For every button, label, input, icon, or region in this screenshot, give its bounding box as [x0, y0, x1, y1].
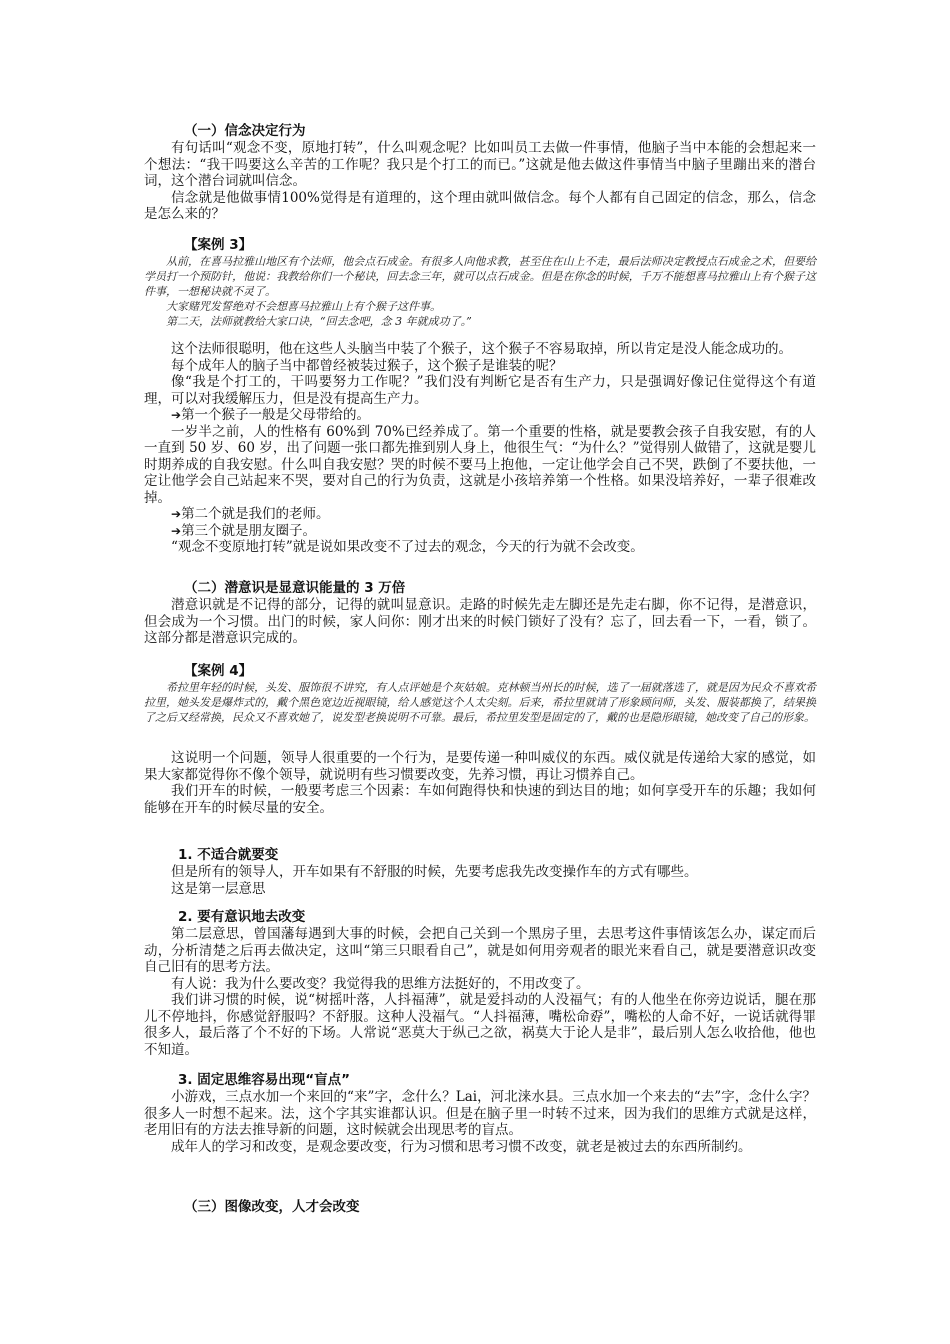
- subsection-3: [144, 1071, 816, 1155]
- paragraph: “观念不变原地打转”就是说如果改变不了过去的观念，今天的行为就不会改变。: [171, 539, 644, 555]
- case-text: 第二天，法师就教给大家口诀，“回去念吧，念 3 年就成功了。”: [166, 315, 472, 328]
- paragraph: 小游戏，三点水加一个来回的“来”字，念什么？Lai，河北涞水县。三点水加一个来去的“去”字，念什么字？很多人一时想不起来。法，这个字其实谁都认识。但是在脑子里一时转不过来，因为我们的思维方式就是这样，老用旧有的方法去推导新的问题，这时候就会出现思考的盲点。: [144, 1089, 816, 1138]
- paragraph: 但是所有的领导人，开车如果有不舒服的时候，先要考虑我先改变操作车的方式有哪些。: [171, 864, 698, 880]
- case-4-box: [144, 662, 816, 725]
- paragraph: 像“我是个打工的，干吗要努力工作呢？”我们没有判断它是否有生产力，只是强调好像记住觉得这个有道理，可以对我缓解压力，但是没有提高生产力。: [144, 374, 816, 407]
- paragraph: 一岁半之前，人的性格有 60%到 70%已经养成了。第一个重要的性格，就是要教会孩子自我安慰，有的人一直到 50 岁、60 岁，出了问题一张口都先推到别人身上，他很生气：“为什么？”觉得别人做错了，这就是婴儿时期养成的自我安慰。什么叫自我安慰？哭的时候不要马上抱他，一定让他学会自己不哭，跌倒了不要扶他，一定让他学会自己站起来不哭，要对自己的行为负责，这就是小孩培养第一个性格。如果没培养好，一辈子很难改掉。: [144, 423, 816, 506]
- bullet-item: ➔第一个猴子一般是父母带给的。: [171, 407, 371, 423]
- case-text: 大家赌咒发誓绝对不会想喜马拉雅山上有个猴子这件事。: [166, 300, 441, 313]
- section-image-change: [144, 1198, 816, 1216]
- paragraph: 有句话叫“观念不变，原地打转”，什么叫观念呢？比如叫员工去做一件事情，他脑子当中本能的会想起来一个想法：“我干吗要这么辛苦的工作呢？我只是个打工的而已。”这就是他去做这件事情当中脑子里蹦出来的潜台词，这个潜台词就叫信念。: [144, 140, 816, 189]
- paragraph: 信念就是他做事情100%觉得是有道理的，这个理由就叫做信念。每个人都有自己固定的信念，那么，信念是怎么来的？: [144, 189, 816, 222]
- discussion-block: [144, 341, 816, 556]
- subsection-heading: 1. 不适合就要变: [178, 847, 279, 863]
- discussion-block: [144, 750, 816, 816]
- subsection-heading: 2. 要有意识地去改变: [178, 909, 306, 925]
- case-3-box: [144, 236, 816, 329]
- paragraph: 我们开车的时候，一般要考虑三个因素：车如何跑得快和快速的到达目的地；如何享受开车的乐趣；我如何能够在开车的时候尽量的安全。: [144, 783, 816, 816]
- paragraph: 成年人的学习和改变，是观念要改变，行为习惯和思考习惯不改变，就老是被过去的东西所制约。: [171, 1138, 752, 1155]
- subsection-heading: 3. 固定思维容易出现“盲点”: [178, 1072, 350, 1088]
- case-text: 从前，在喜马拉雅山地区有个法师，他会点石成金。有很多人向他求教，甚至住在山上不走，最后法师决定教授点石成金之术，但要给学员打一个预防针，他说：我教给你们一个秘诀，回去念三年，就可以点石成金。但是在你念的时候，千万不能想喜马拉雅山上有个猴子这件事，一想秘诀就不灵了。: [144, 255, 816, 298]
- paragraph: 这是第一层意思: [171, 880, 266, 897]
- paragraph: 潜意识就是不记得的部分，记得的就叫显意识。走路的时候先走左脚还是先走右脚，你不记得，是潜意识，但会成为一个习惯。出门的时候，家人问你：刚才出来的时候门锁好了没有？忘了，回去看一下，一看，锁了。这部分都是潜意识完成的。: [144, 597, 816, 646]
- bullet-item: ➔第三个就是朋友圈子。: [171, 522, 317, 539]
- paragraph: 这个法师很聪明，他在这些人头脑当中装了个猴子，这个猴子不容易取掉，所以肯定是没人能念成功的。: [171, 341, 792, 357]
- bullet-item: ➔第二个就是我们的老师。: [171, 506, 330, 522]
- section-heading: （一）信念决定行为: [184, 123, 306, 139]
- paragraph: 有人说：我为什么要改变？我觉得我的思维方法挺好的，不用改变了。: [171, 975, 590, 992]
- arrow-icon: ➔: [171, 507, 182, 521]
- arrow-icon: ➔: [171, 523, 182, 538]
- subsection-1: [144, 846, 816, 897]
- paragraph: 第二层意思，曾国藩每遇到大事的时候，会把自己关到一个黑房子里，去思考这件事情该怎么办，谋定而后动，分析清楚之后再去做决定，这叫“第三只眼看自己”，就是如何用旁观者的眼光来看自己，就是要潜意识改变自己旧有的思考方法。: [144, 926, 816, 975]
- case-heading: 【案例 4】: [184, 663, 253, 679]
- paragraph: 这说明一个问题，领导人很重要的一个行为，是要传递一种叫威仪的东西。威仪就是传递给大家的感觉，如果大家都觉得你不像个领导，就说明有些习惯要改变，先养习惯，再让习惯养自己。: [144, 750, 816, 783]
- subsection-2: [144, 908, 816, 1058]
- arrow-icon: ➔: [171, 408, 182, 422]
- case-text: 希拉里年轻的时候，头发、服饰很不讲究，有人点评她是个灰姑娘。克林顿当州长的时候，选了一届就落选了，就是因为民众不喜欢希拉里，她头发是爆炸式的，戴个黑色宽边近视眼镜，给人感觉这个人太尖刻。后来，希拉里就请了形象顾问师，头发、服装都换了，结果换了之后又经常换，民众又不喜欢她了，说发型老换说明不可靠。最后，希拉里发型是固定的了，戴的也是隐形眼镜，她改变了自己的形象。: [144, 681, 816, 724]
- paragraph: 我们讲习惯的时候，说“树摇叶落，人抖福薄”，就是爱抖动的人没福气；有的人他坐在你旁边说话，腿在那儿不停地抖，你感觉舒服吗？不舒服。这种人没福气。“人抖福薄，嘴松命孬”，嘴松的人命不好，一说话就得罪很多人，最后落了个不好的下场。人常说“恶莫大于纵己之欲，祸莫大于论人是非”，最后别人怎么收拾他，他也不知道。: [144, 992, 816, 1058]
- case-heading: 【案例 3】: [184, 237, 253, 253]
- section-heading: （二）潜意识是显意识能量的 3 万倍: [184, 580, 406, 596]
- section-heading: （三）图像改变，人才会改变: [184, 1199, 360, 1215]
- section-belief: [144, 122, 816, 223]
- paragraph: 每个成年人的脑子当中都曾经被装过猴子，这个猴子是谁装的呢？: [171, 357, 563, 374]
- section-subconscious: [144, 579, 816, 647]
